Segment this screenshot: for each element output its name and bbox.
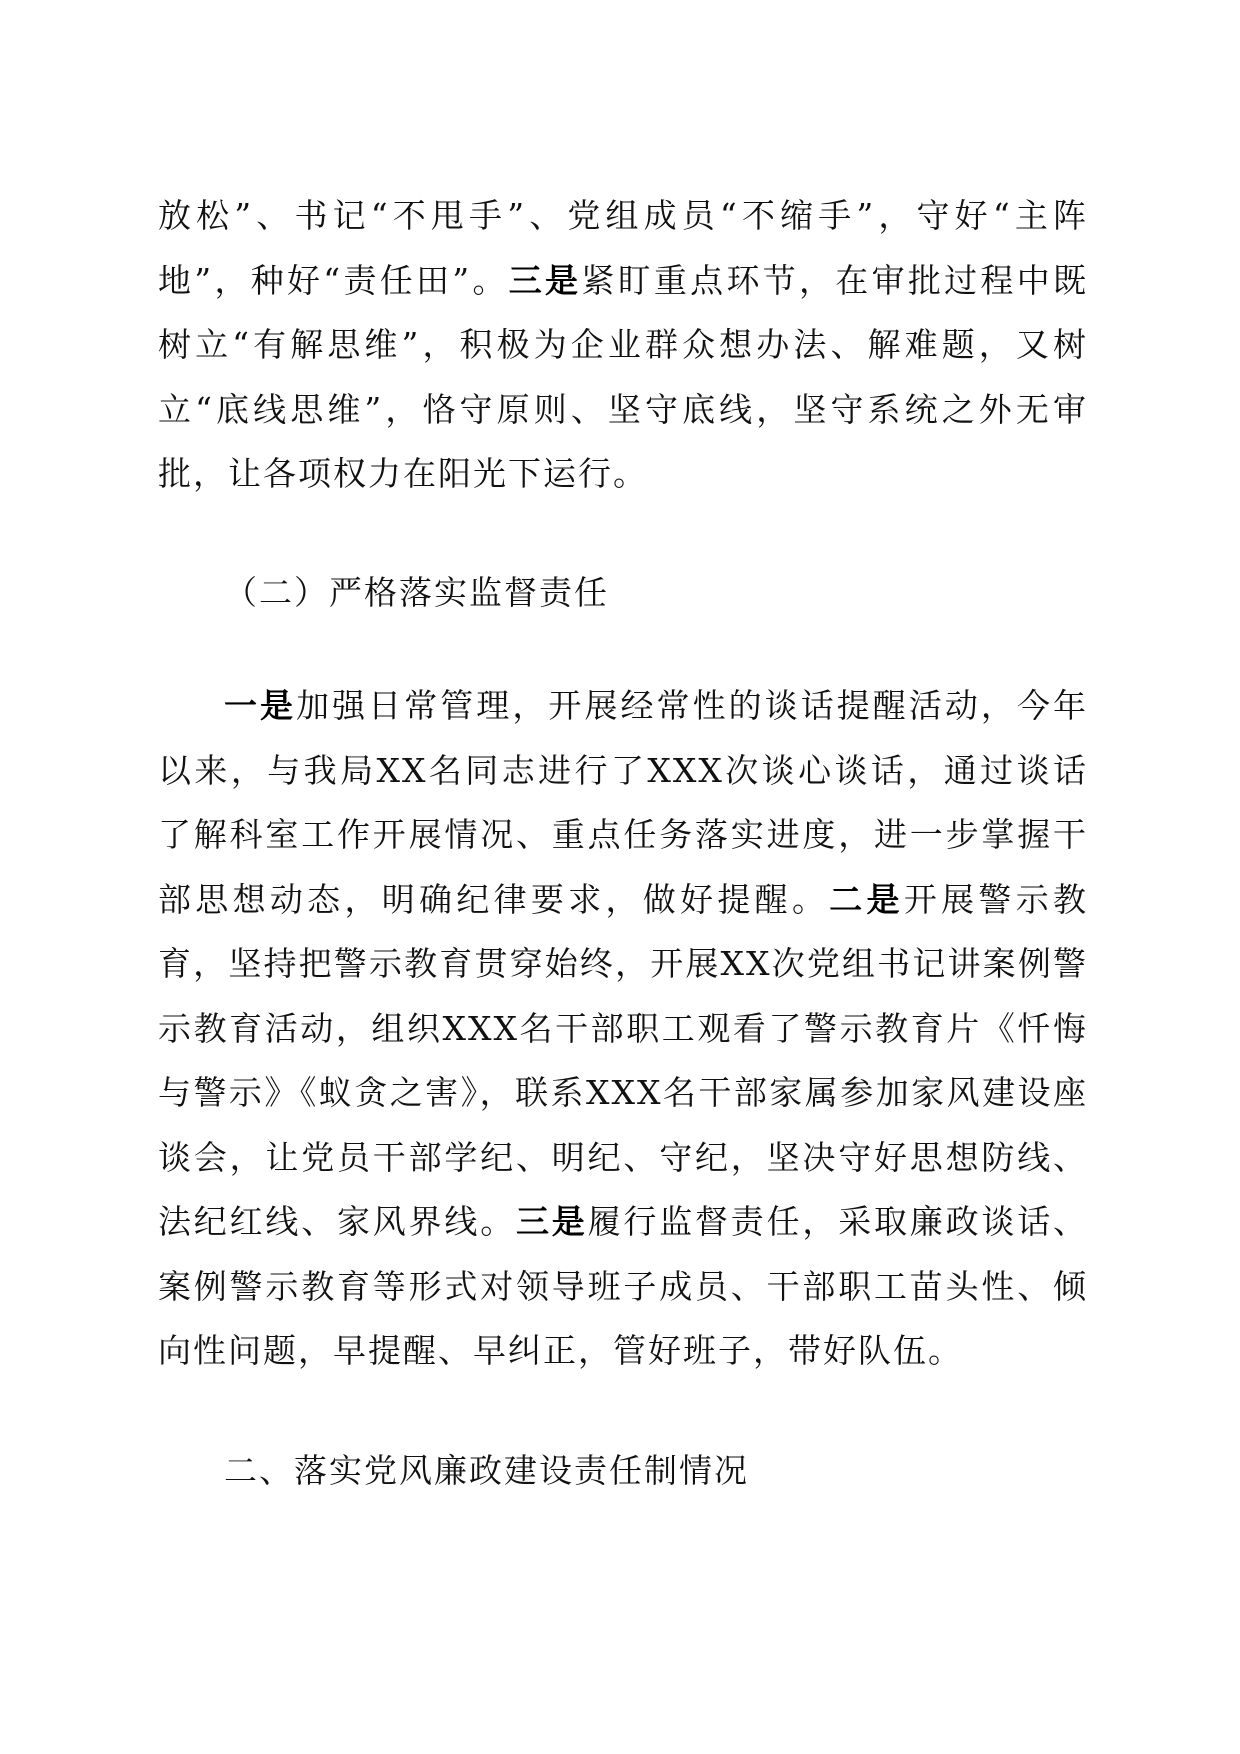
paragraph-1-text-a: 放松”、书记“不甩手”、党组成员“不缩手”，守好“主阵地”，种好“责任田”。 xyxy=(158,196,1088,300)
paragraph-1 xyxy=(158,184,1088,507)
subheading-block xyxy=(158,561,1088,626)
section-heading: 二、落实党风廉政建设责任制情况 xyxy=(224,1451,749,1490)
paragraph-2-text-b: 开展警示教育，坚持把警示教育贯穿始终，开展XX次党组书记讲案例警示教育活动，组织XXX名干部职工观看了警示教育片《忏悔与警示》《蚁贪之害》，联系XXX名干部家属参加家风建设座谈会，让党员干部学纪、明纪、守纪，坚决守好思想防线、法纪红线、家风界线。 xyxy=(158,879,1089,1241)
paragraph-2-bold-marker-2: 二是 xyxy=(829,879,904,919)
paragraph-2 xyxy=(158,674,1088,1384)
paragraph-continuation xyxy=(158,184,1088,507)
paragraph-2-bold-marker-3: 三是 xyxy=(516,1202,588,1241)
paragraph-2-text-a: 加强日常管理，开展经常性的谈话提醒活动，今年以来，与我局XX名同志进行了XXX次谈心谈话，通过谈话了解科室工作开展情况、重点任务落实进度，进一步掌握干部思想动态，明确纪律要求，做好提醒。 xyxy=(158,686,1089,919)
paragraph-2-block xyxy=(158,674,1088,1384)
subheading: （二）严格落实监督责任 xyxy=(224,573,609,612)
section-heading-block xyxy=(158,1439,1088,1504)
paragraph-1-text-b: 紧盯重点环节，在审批过程中既树立“有解思维”，积极为企业群众想办法、解难题，又树立“底线思维”，恪守原则、坚守底线，坚守系统之外无审批，让各项权力在阳光下运行。 xyxy=(158,260,1089,493)
paragraph-1-bold-marker: 三是 xyxy=(508,260,582,300)
paragraph-2-text-c: 履行监督责任，采取廉政谈话、案例警示教育等形式对领导班子成员、干部职工苗头性、倾向性问题，早提醒、早纠正，管好班子，带好队伍。 xyxy=(158,1202,1089,1370)
paragraph-2-bold-marker-1: 一是 xyxy=(224,686,297,725)
